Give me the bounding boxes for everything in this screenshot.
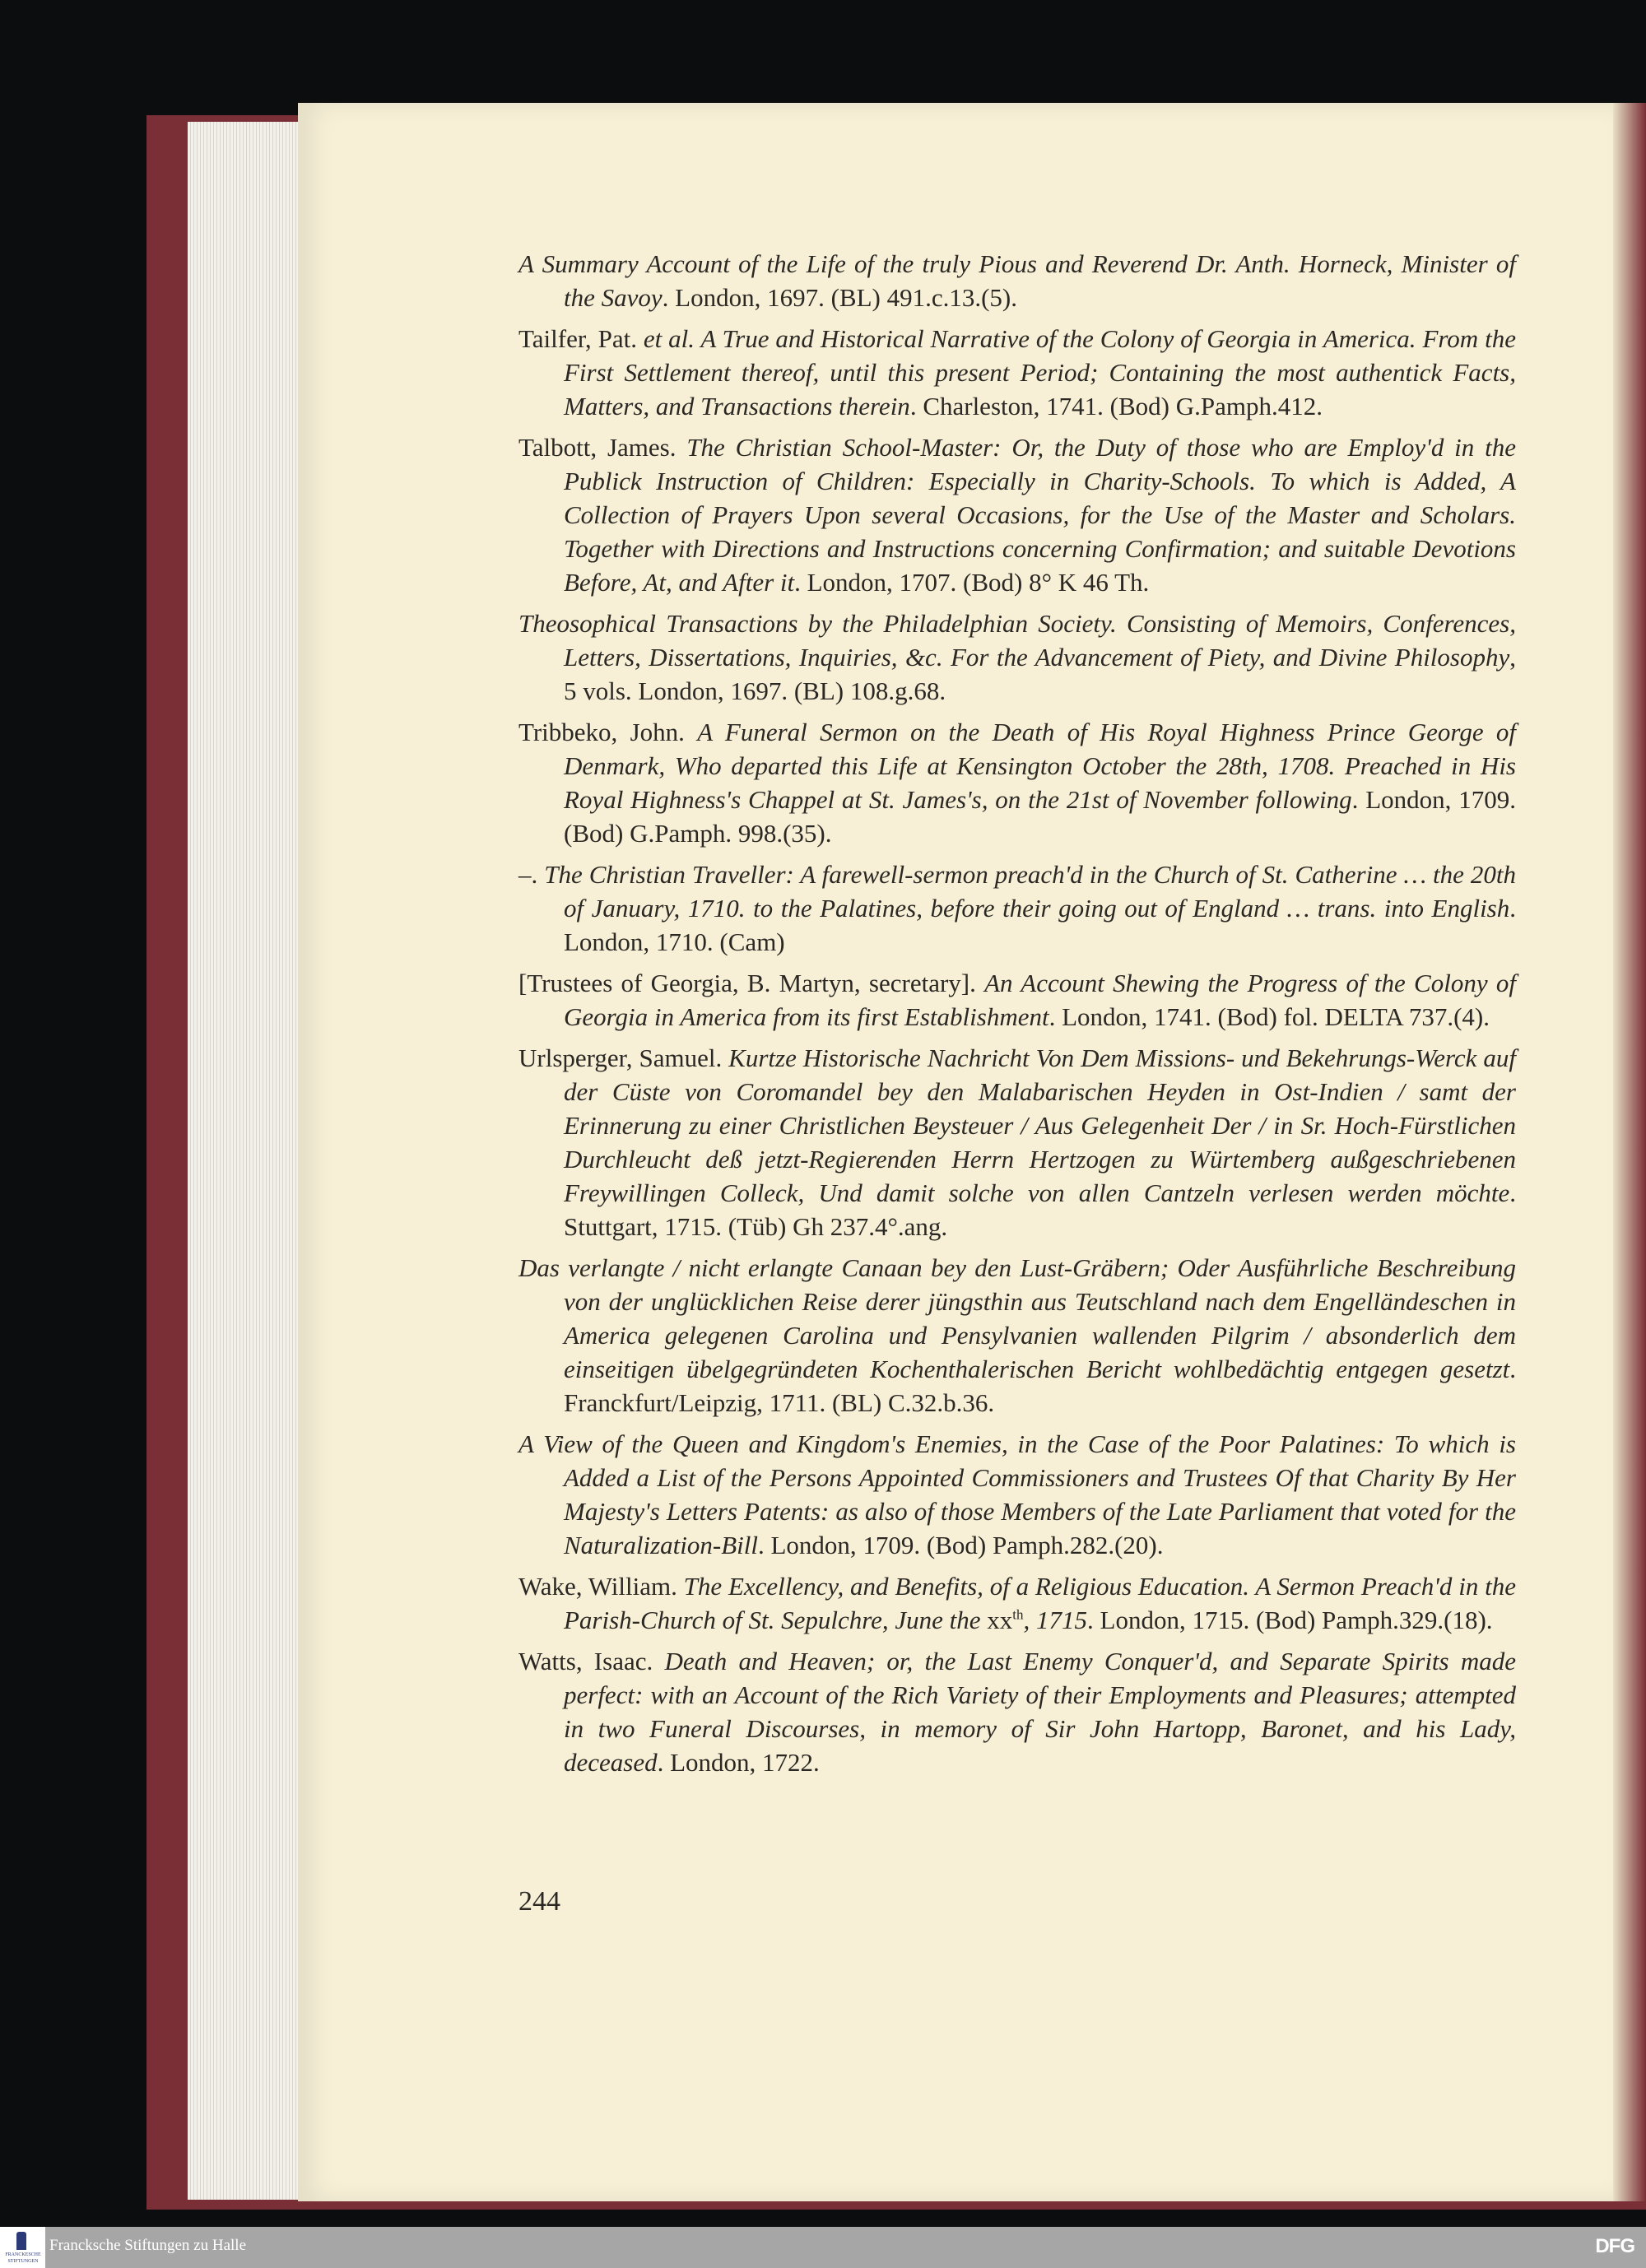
- logo-text: FRANCKESCHE STIFTUNGEN: [5, 2252, 41, 2264]
- entry-text: Wake, William.: [518, 1572, 684, 1601]
- institution-name: Francksche Stiftungen zu Halle: [49, 2237, 247, 2254]
- entry-text: . London, 1709. (Bod) Pamph.282.(20).: [757, 1531, 1164, 1559]
- bibliography-list: [518, 247, 1516, 1787]
- bibliography-entry: [518, 1041, 1516, 1243]
- entry-text: . London, 1722.: [657, 1748, 820, 1777]
- viewer-footer: [0, 2227, 1646, 2268]
- entry-text: . London, 1741. (Bod) fol. DELTA 737.(4).: [1049, 1002, 1490, 1031]
- institution-logo[interactable]: [0, 2227, 45, 2268]
- page-edges: [188, 122, 303, 2200]
- entry-text: Urlsperger, Samuel.: [518, 1043, 729, 1072]
- entry-text: . London, 1697. (BL) 491.c.13.(5).: [662, 283, 1017, 312]
- entry-text: . London, 1710. (Cam): [564, 894, 1516, 956]
- bibliography-entry: [518, 1569, 1516, 1637]
- entry-text: Talbott, James.: [518, 433, 687, 462]
- bibliography-entry: [518, 966, 1516, 1034]
- entry-text: xx: [987, 1606, 1013, 1634]
- entry-title: Death and Heaven; or, the Last Enemy Conquer'd, and Separate Spirits made perfect: with an Account of the Rich Variety of their Employments and Pleasures; attempted in two Funeral Discourses, in memory of Sir John Hartopp, Baronet, and his Lady, deceased: [564, 1647, 1516, 1777]
- entry-text: . London, 1709. (Bod) G.Pamph. 998.(35).: [564, 785, 1517, 848]
- entry-title: Kurtze Historische Nachricht Von Dem Missions- und Bekehrungs-Werck auf der Cüste von Coromandel bey den Malabarischen Heyden in Ost-Indien / samt der Erinnerung zu einer Christlichen Beysteuer / Aus Gelegenheit Der / in Sr. Hoch-Fürstlichen Durchleucht deß jetzt-Regierenden Herrn Hertzogen zu Würtemberg außgeschriebenen Freywillingen Colleck, Und damit solche von allen Cantzeln verlesen werden möchte: [564, 1043, 1516, 1207]
- bibliography-entry: [518, 1644, 1516, 1779]
- bibliography-entry: [518, 430, 1516, 599]
- entry-title: The Excellency, and Benefits, of a Religious Education. A Sermon Preach'd in the Parish-Church of St. Sepulchre, June the: [564, 1572, 1516, 1634]
- entry-title: The Christian Traveller: A farewell-sermon preach'd in the Church of St. Catherine … the 20th of January, 1710. to the Palatines, before their going out of England … trans. into English: [544, 860, 1516, 923]
- entry-text: , 5 vols. London, 1697. (BL) 108.g.68.: [564, 643, 1516, 705]
- entry-title: A Funeral Sermon on the Death of His Royal Highness Prince George of Denmark, Who departed this Life at Kensington October the 28th, 1708. Preached in His Royal Highness's Chappel at St. James's, on the 21st of November following: [564, 718, 1516, 814]
- entry-text: [Trustees of Georgia, B. Martyn, secretary].: [518, 969, 985, 997]
- entry-text: Tribbeko, John.: [518, 718, 698, 746]
- entry-text: . London, 1715. (Bod) Pamph.329.(18).: [1087, 1606, 1493, 1634]
- bibliography-entry: [518, 322, 1516, 423]
- dfg-logo[interactable]: DFG: [1595, 2235, 1634, 2257]
- bibliography-entry: [518, 1251, 1516, 1420]
- entry-title: An Account Shewing the Progress of the Colony of Georgia in America from its first Establishment: [564, 969, 1516, 1031]
- entry-title: Das verlangte / nicht erlangte Canaan bey den Lust-Gräbern; Oder Ausführliche Beschreibung von der unglücklichen Reise derer jüngsthin aus Teutschland nach dem Engelländeschen in America gelegenen Carolina und Pensylvanien wallenden Pilgrim / absonderlich dem einseitigen übelgegründeten Kochenthalerischen Bericht wohlbedächtig entgegen gesetzt: [518, 1253, 1516, 1383]
- entry-text: –.: [518, 860, 545, 889]
- entry-text: . Stuttgart, 1715. (Tüb) Gh 237.4°.ang.: [564, 1178, 1516, 1241]
- facing-page-edge: [1613, 103, 1646, 2201]
- entry-title: The Christian School-Master: Or, the Duty of those who are Employ'd in the Publick Instruction of Children: Especially in Charity-Schools. To which is Added, A Collection of Prayers Upon several Occasions, for the Use of the Master and Scholars. Together with Directions and Instructions concerning Confirmation; and suitable Devotions Before, At, and After it: [564, 433, 1516, 597]
- entry-text: . Charleston, 1741. (Bod) G.Pamph.412.: [909, 392, 1323, 421]
- bibliography-entry: [518, 857, 1516, 959]
- entry-text: Watts, Isaac.: [518, 1647, 665, 1675]
- bibliography-entry: [518, 607, 1516, 708]
- bibliography-entry: [518, 247, 1516, 314]
- bibliography-entry: [518, 1427, 1516, 1562]
- bibliography-entry: [518, 715, 1516, 850]
- page-number: 244: [518, 1886, 560, 1917]
- entry-title: A Summary Account of the Life of the truly Pious and Reverend Dr. Anth. Horneck, Minister of the Savoy: [518, 249, 1516, 312]
- entry-title: A View of the Queen and Kingdom's Enemies, in the Case of the Poor Palatines: To which is Added a List of the Persons Appointed Commissioners and Trustees Of that Charity By Her Majesty's Letters Patents: as also of those Members of the Late Parliament that voted for the Naturalization-Bill: [518, 1429, 1516, 1559]
- entry-title: Theosophical Transactions by the Philadelphian Society. Consisting of Memoirs, Conferences, Letters, Dissertations, Inquiries, &c. For the Advancement of Piety, and Divine Philosophy: [518, 609, 1516, 672]
- entry-title: et al. A True and Historical Narrative of the Colony of Georgia in America. From the First Settlement thereof, until this present Period; Containing the most authentick Facts, Matters, and Transactions therein: [564, 324, 1516, 421]
- entry-text: Tailfer, Pat.: [518, 324, 644, 353]
- logo-figure-icon: [16, 2232, 26, 2250]
- entry-text: . Franckfurt/Leipzig, 1711. (BL) C.32.b.36.: [564, 1355, 1516, 1417]
- entry-text: . London, 1707. (Bod) 8° K 46 Th.: [794, 568, 1150, 597]
- superscript: th: [1012, 1606, 1024, 1623]
- entry-title: , 1715: [1023, 1606, 1088, 1634]
